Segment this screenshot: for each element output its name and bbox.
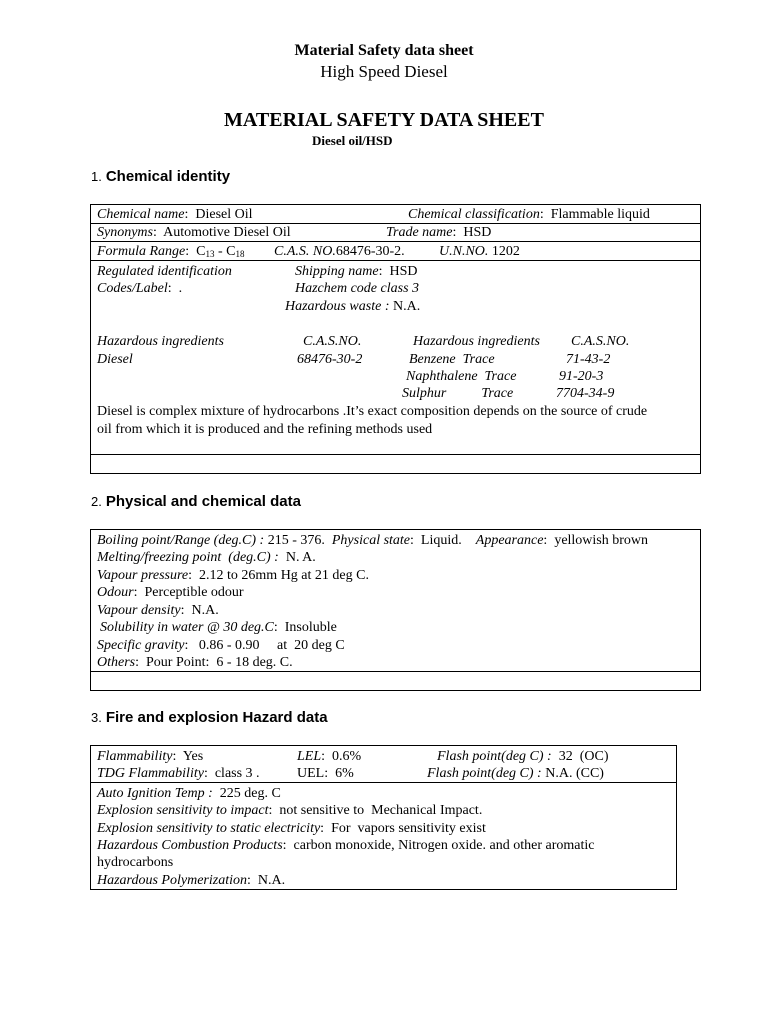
static-label: Explosion sensitivity to static electricity (97, 821, 321, 836)
flash-point-label: Flash point(deg C) : (437, 749, 552, 764)
header-title: Material Safety data sheet (294, 42, 474, 59)
table-divider (90, 260, 701, 261)
codes-value: . (178, 281, 183, 296)
section-number: 2. (91, 494, 102, 509)
specific-gravity-label: Specific gravity (97, 638, 185, 653)
lel-value: 0.6% (332, 749, 362, 764)
un-value: 1202 (491, 244, 520, 259)
cas-value: 68476-30-2. (335, 244, 405, 259)
solubility-value: Insoluble (284, 620, 337, 635)
physical-state-label: Physical state (331, 533, 411, 548)
formula-subscript: 13 (205, 249, 215, 259)
auto-ignition-row (97, 785, 281, 802)
ingredients-header: Hazardous ingredients (413, 334, 540, 349)
solubility-row: Solubility in water @ 30 deg.C: Insoluble (100, 620, 337, 635)
flammability-value: Yes (182, 749, 204, 764)
formula-c2: - C (214, 244, 236, 259)
flammability-label: Flammability (97, 749, 173, 764)
ingredient-cas: 91-20-3 (559, 369, 604, 384)
chemical-name-row: Chemical name: Diesel Oil (97, 207, 253, 222)
polymerization-row: Hazardous Polymerization: N.A. (97, 873, 286, 888)
header-subtitle: High Speed Diesel (320, 62, 448, 81)
uel-label: UEL (297, 766, 325, 781)
combustion-label: Hazardous Combustion Products (97, 838, 283, 853)
polymerization-label: Hazardous Polymerization (97, 873, 247, 888)
others-row: Others: Pour Point: 6 - 18 deg. C. (97, 655, 293, 670)
static-value: For vapors sensitivity exist (331, 821, 486, 836)
classification-value: Flammable liquid (550, 207, 650, 222)
section-2-heading (91, 493, 301, 511)
formula-subscript: 18 (235, 249, 245, 259)
flash-point-label: Flash point(deg C) : (427, 766, 542, 781)
odour-row: Odour: Perceptible odour (97, 585, 244, 600)
chemical-name-value: Diesel Oil (195, 207, 253, 222)
vapour-pressure-row: Vapour pressure: 2.12 to 26mm Hg at 21 deg C. (97, 568, 369, 583)
chemical-classification-row: Chemical classification: Flammable liquid (408, 207, 650, 222)
hazchem-code: Hazchem code class 3 (295, 281, 420, 296)
vapour-density-row: Vapour density: N.A. (97, 603, 219, 618)
cas-number-row (274, 243, 405, 260)
ingredients-header: Hazardous ingredients (97, 334, 224, 349)
section-number: 1. (91, 169, 102, 184)
document-title: MATERIAL SAFETY DATA SHEET (224, 109, 544, 131)
melting-point-row (97, 549, 316, 566)
hazardous-waste-value: N.A. (393, 299, 421, 314)
others-label: Others (97, 655, 136, 670)
odour-value: Perceptible odour (144, 585, 244, 600)
synonyms-row: Synonyms: Automotive Diesel Oil (97, 225, 291, 240)
static-sensitivity-row: Explosion sensitivity to static electricity: For vapors sensitivity exist (97, 821, 486, 836)
boiling-label: Boiling point/Range (deg.C) : (97, 533, 265, 548)
solubility-label: Solubility in water @ 30 deg.C (100, 620, 274, 635)
cas-label: C.A.S. NO. (274, 244, 336, 259)
trade-name-label: Trade name (386, 225, 453, 240)
synonyms-label: Synonyms (97, 225, 153, 240)
un-number-row (439, 243, 520, 260)
appearance-label: Appearance (475, 533, 544, 548)
table-divider (90, 671, 701, 672)
specific-gravity-value: 0.86 - 0.90 at 20 deg C (198, 638, 345, 653)
regulated-identification-label: Regulated identification (97, 264, 232, 279)
formula-c1: C (196, 244, 206, 259)
tdg-label: TDG Flammability (97, 766, 204, 781)
appearance-value: yellowish brown (554, 533, 649, 548)
flammability-row: Flammability: Yes (97, 749, 204, 764)
formula-label: Formula Range (97, 244, 186, 259)
section-1-heading (91, 168, 230, 186)
uel-value: 6% (335, 766, 354, 781)
melting-label: Melting/freezing point (deg.C) : (97, 550, 279, 565)
physical-state-value: Liquid. (420, 533, 462, 548)
table-divider (90, 241, 701, 242)
section-title: Fire and explosion Hazard data (105, 709, 328, 726)
flash-point-value: 32 (OC) (558, 749, 609, 764)
ingredient-cas: 7704-34-9 (556, 386, 615, 401)
lel-label: LEL (297, 749, 322, 764)
specific-gravity-row: Specific gravity: 0.86 - 0.90 at 20 deg C (97, 638, 345, 653)
codes-label: Codes/Label (97, 281, 168, 296)
combustion-products-continued: hydrocarbons (97, 855, 174, 870)
tdg-flammability-row: TDG Flammability: class 3 . (97, 766, 260, 781)
boiling-value: 215 - 376. (267, 533, 325, 548)
impact-label: Explosion sensitivity to impact (97, 803, 269, 818)
shipping-label: Shipping name (295, 264, 379, 279)
ingredient-cas: 68476-30-2 (297, 352, 363, 367)
flash-point-cc-row (427, 765, 604, 782)
codes-label-row: Codes/Label: . (97, 281, 183, 296)
section-title: Chemical identity (105, 168, 231, 185)
combustion-value: carbon monoxide, Nitrogen oxide. and other aromatic (293, 838, 595, 853)
trade-name-row: Trade name: HSD (386, 225, 492, 240)
table-divider (90, 782, 677, 783)
hazardous-waste-label: Hazardous waste : (285, 299, 390, 314)
flash-point-oc-row (437, 748, 609, 765)
vapour-pressure-value: 2.12 to 26mm Hg at 21 deg C. (199, 568, 369, 583)
chemical-name-label: Chemical name (97, 207, 185, 222)
shipping-value: HSD (389, 264, 418, 279)
cas-header: C.A.S.NO. (303, 334, 362, 349)
ingredient-name: Benzene Trace (409, 352, 495, 367)
product-name: Diesel oil/HSD (312, 133, 393, 148)
flash-point-value: N.A. (CC) (545, 766, 604, 781)
section-title: Physical and chemical data (105, 493, 301, 510)
cas-header: C.A.S.NO. (571, 334, 630, 349)
trade-name-value: HSD (463, 225, 492, 240)
ingredient-name: Naphthalene Trace (406, 369, 517, 384)
lel-row: LEL: 0.6% (297, 749, 362, 764)
ingredient-name: Diesel (97, 352, 133, 367)
ingredient-name: Sulphur Trace (402, 386, 514, 401)
boiling-point-row: Boiling point/Range (deg.C) : 215 - 376. Physical state: Liquid. Appearance: yellowish brown (97, 533, 649, 548)
un-label: U.N.NO. (439, 244, 489, 259)
composition-description: Diesel is complex mixture of hydrocarbons .It’s exact composition depends on the source of crude (97, 404, 648, 419)
composition-description: oil from which it is produced and the refining methods used (97, 422, 433, 437)
table-divider (90, 454, 701, 455)
melting-value: N. A. (285, 550, 316, 565)
others-value: Pour Point: 6 - 18 deg. C. (146, 655, 293, 670)
odour-label: Odour (97, 585, 134, 600)
vapour-pressure-label: Vapour pressure (97, 568, 189, 583)
shipping-name-row: Shipping name: HSD (295, 264, 418, 279)
section-3-heading (91, 709, 328, 727)
formula-row: Formula Range: $C_{13} - C_{18}$ (97, 244, 245, 259)
auto-ignition-label: Auto Ignition Temp : (97, 786, 213, 801)
vapour-density-label: Vapour density (97, 603, 181, 618)
synonyms-value: Automotive Diesel Oil (163, 225, 291, 240)
classification-label: Chemical classification (408, 207, 540, 222)
polymerization-value: N.A. (257, 873, 286, 888)
vapour-density-value: N.A. (191, 603, 219, 618)
impact-value: not sensitive to Mechanical Impact. (279, 803, 483, 818)
combustion-products-row: Hazardous Combustion Products: carbon monoxide, Nitrogen oxide. and other aromatic (97, 838, 595, 853)
section-number: 3. (91, 710, 102, 725)
auto-ignition-value: 225 deg. C (219, 786, 281, 801)
impact-sensitivity-row: Explosion sensitivity to impact: not sensitive to Mechanical Impact. (97, 803, 483, 818)
uel-row: UEL: 6% (297, 766, 354, 781)
ingredient-cas: 71-43-2 (566, 352, 611, 367)
tdg-value: class 3 . (214, 766, 260, 781)
hazardous-waste-row (285, 298, 420, 315)
